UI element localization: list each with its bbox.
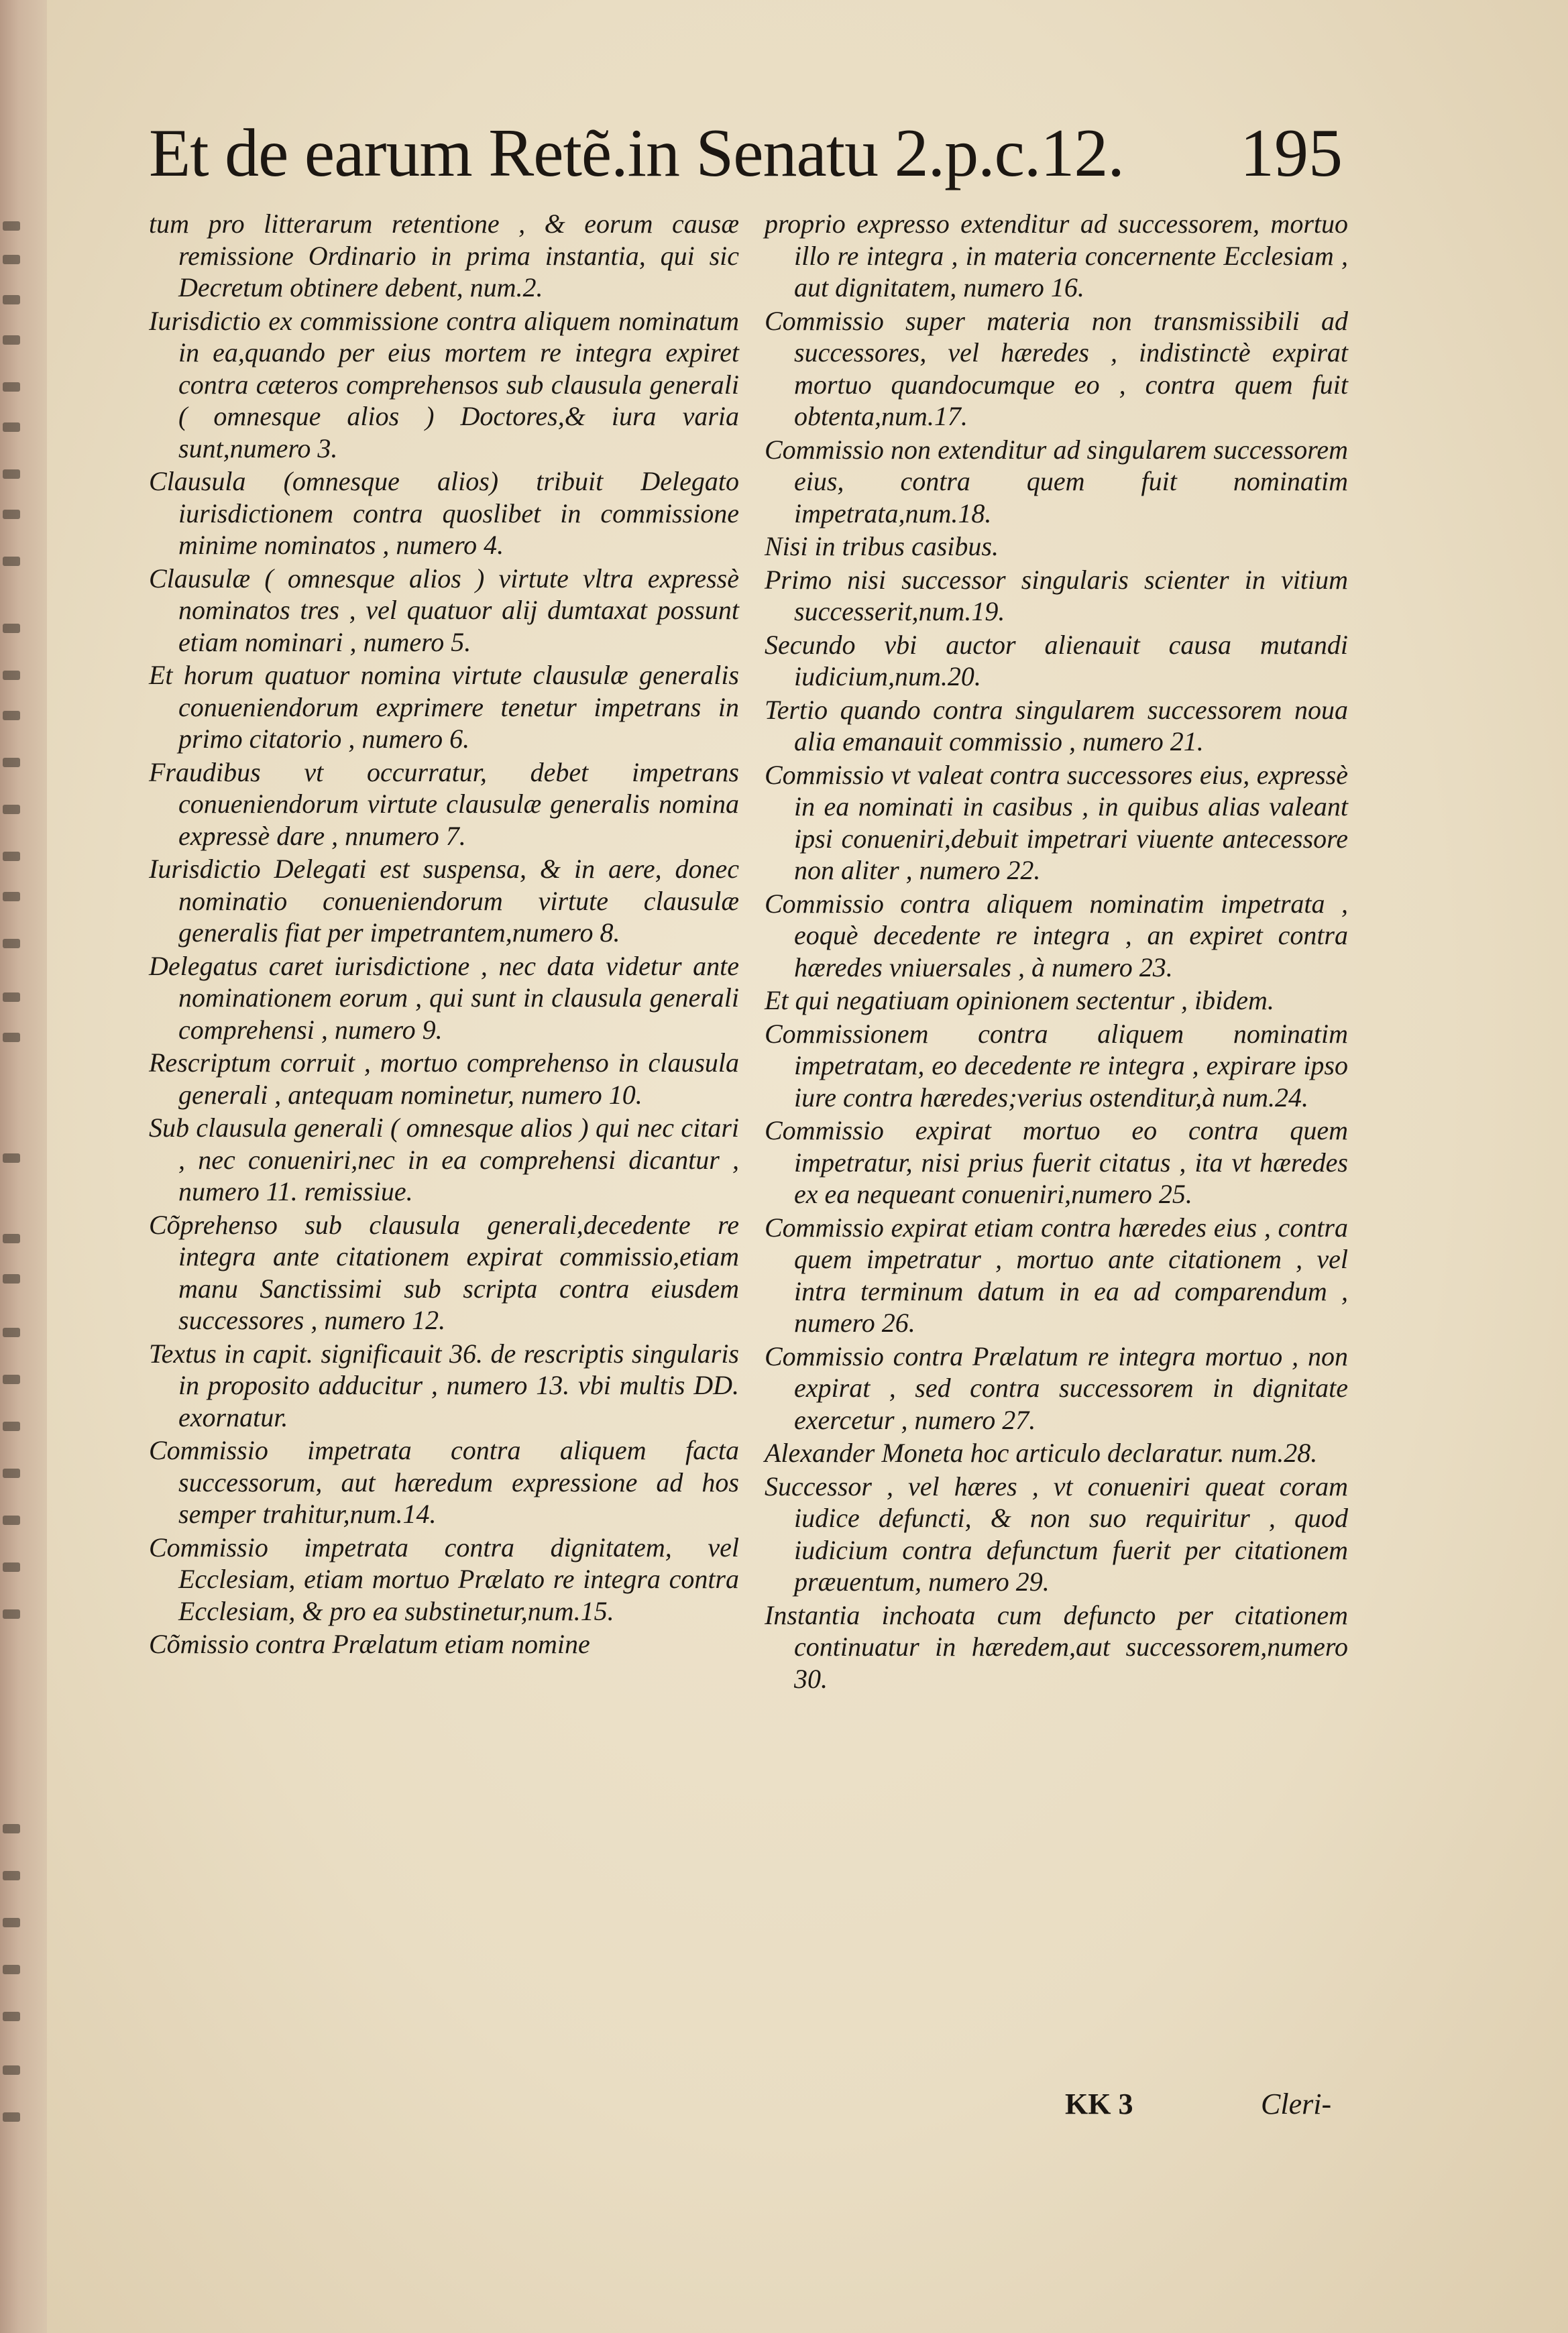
index-entry: Rescriptum corruit , mortuo comprehenso in clausula generali , antequam nominetur, numero 10. [149, 1047, 739, 1110]
left-column [149, 208, 739, 1662]
index-entry: Sub clausula generali ( omnesque alios ) qui nec citari , nec conueniri,nec in ea comprehensi dicantur , numero 11. remissiue. [149, 1113, 739, 1206]
index-entry: Commissio non extenditur ad singularem successorem eius, contra quem fuit nominatim impetrata,num.18. [765, 434, 1348, 528]
index-entry: Clausulæ ( omnesque alios ) virtute vltra expressè nominatos tres , vel quatuor alij dumtaxat possunt etiam nominari , numero 5. [149, 563, 739, 657]
running-header [149, 114, 1343, 201]
index-entry: Successor , vel hæres , vt conueniri queat coram iudice defuncti, & non suo requiritur , quod iudicium contra defunctum fuerit per citationem præuentum, numero 29. [765, 1471, 1348, 1597]
index-entry: Delegatus caret iurisdictione , nec data videtur ante nominationem eorum , qui sunt in clausula generali comprehensi , numero 9. [149, 950, 739, 1045]
index-entry: Fraudibus vt occurratur, debet impetrans conueniendorum virtute clausulæ generalis nomina expressè dare , nnumero 7. [149, 756, 739, 851]
index-entry: Iurisdictio ex commissione contra aliquem nominatum in ea,quando per eius mortem re integra expiret contra cæteros comprehensos sub clausula generali ( omnesque alios ) Doctores,& iura varia sunt,numero 3. [149, 305, 739, 463]
index-entry: Iurisdictio Delegati est suspensa, & in aere, donec nominatio conueniendorum virtute clausulæ generalis fiat per impetrantem,numero 8. [149, 854, 739, 948]
running-title: Et de earum Retẽ.in Senatu 2.p.c.12. [149, 115, 1124, 191]
index-entry: Secundo vbi auctor alienauit causa mutandi iudicium,num.20. [765, 629, 1348, 691]
right-column [765, 208, 1348, 1696]
index-entry: Instantia inchoata cum defuncto per citationem continuatur in hæredem,aut successorem,numero 30. [765, 1599, 1348, 1694]
index-entry: Clausula (omnesque alios) tribuit Delegato iurisdictionem contra quoslibet in commissione minime nominatos , numero 4. [149, 466, 739, 560]
index-entry: Alexander Moneta hoc articulo declaratur. num.28. [765, 1438, 1318, 1468]
index-entry: Commissio super materia non transmissibili ad successores, vel hæredes , indistinctè expirat mortuo quandocumque eo , contra quem fuit obtenta,num.17. [765, 305, 1348, 431]
index-entry: Et horum quatuor nomina virtute clausulæ generalis conueniendorum exprimere tenetur impetrans in primo citatorio , numero 6. [149, 660, 739, 754]
facing-page-edge [0, 0, 27, 2333]
index-entry: Commissionem contra aliquem nominatim impetratam, eo decedente re integra , expirare ipso iure contra hæredes;verius ostenditur,à num.24. [765, 1018, 1348, 1113]
index-entry: Et qui negatiuam opinionem sectentur , ibidem. [765, 985, 1274, 1015]
index-entry: Commissio impetrata contra dignitatem, vel Ecclesiam, etiam mortuo Prælato re integra contra Ecclesiam, & pro ea substinetur,num.15. [149, 1532, 739, 1626]
catchword: Cleri- [1261, 2088, 1332, 2120]
signature-mark: KK 3 [1065, 2088, 1133, 2120]
index-entry: proprio expresso extenditur ad successorem, mortuo illo re integra , in materia concernente Ecclesiam , aut dignitatem, numero 16. [765, 209, 1348, 302]
index-entry: Commissio expirat mortuo eo contra quem impetratur, nisi prius fuerit citatus , ita vt hæredes ex ea nequeant conueniri,numero 25. [765, 1115, 1348, 1209]
index-entry: Cõmissio contra Prælatum etiam nomine [149, 1629, 590, 1659]
index-entry: Commissio expirat etiam contra hæredes eius , contra quem impetratur , mortuo ante citationem , vel intra terminum datum in ea ad comparendum , numero 26. [765, 1212, 1348, 1338]
index-entry: Commissio contra Prælatum re integra mortuo , non expirat , sed contra successorem in dignitate exercetur , numero 27. [765, 1341, 1348, 1435]
page-number: 195 [1240, 115, 1343, 191]
index-entry: tum pro litterarum retentione , & eorum causæ remissione Ordinario in prima instantia, qui sic Decretum obtinere debent, num.2. [149, 209, 739, 302]
index-entry: Primo nisi successor singularis scienter in vitium successerit,num.19. [765, 564, 1348, 626]
index-entry: Tertio quando contra singularem successorem noua alia emanauit commissio , numero 21. [765, 694, 1348, 756]
index-entry: Commissio vt valeat contra successores eius, expressè in ea nominati in casibus , in quibus alias valeant ipsi conueniri,debuit impetrari viuente antecessore non aliter , numero 22. [765, 759, 1348, 885]
index-entry: Commissio contra aliquem nominatim impetrata , eoquè decedente re integra , an expiret contra hæredes vniuersales , à numero 23. [765, 888, 1348, 982]
index-entry: Nisi in tribus casibus. [765, 531, 999, 561]
index-entry: Cõprehenso sub clausula generali,decedente re integra ante citationem expirat commissio,etiam manu Sanctissimi sub scripta contra eiusdem successores , numero 12. [149, 1209, 739, 1335]
index-entry: Commissio impetrata contra aliquem facta successorum, aut hæredum expressione ad hos semper trahitur,num.14. [149, 1435, 739, 1529]
index-entry: Textus in capit. significauit 36. de rescriptis singularis in proposito adducitur , numero 13. vbi multis DD. exornatur. [149, 1338, 739, 1432]
